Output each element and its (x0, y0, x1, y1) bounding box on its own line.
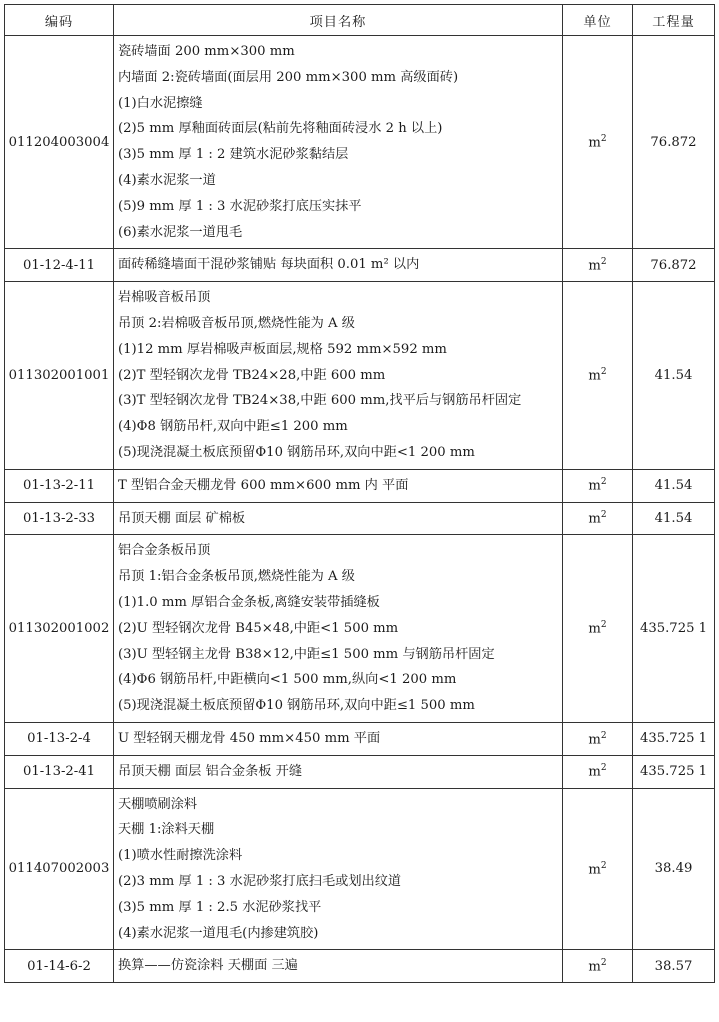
description-line: (4)Φ8 钢筋吊杆,双向中距≤1 200 mm (118, 419, 348, 435)
table-row (5, 535, 715, 723)
table-row (5, 950, 715, 983)
description-line: 岩棉吸音板吊顶 (118, 290, 211, 306)
description-line: 吊顶 2:岩棉吸音板吊顶,燃烧性能为 A 级 (118, 315, 355, 331)
description-line: (5)9 mm 厚 1 : 3 水泥砂浆打底压实抹平 (118, 198, 362, 214)
table-row (5, 282, 715, 470)
description-line: (1)1.0 mm 厚铝合金条板,离缝安装带插缝板 (118, 594, 380, 610)
unit-exponent: 2 (600, 620, 607, 631)
description-line: T 型铝合金天棚龙骨 600 mm×600 mm 内 平面 (118, 477, 409, 493)
unit-exponent: 2 (600, 730, 607, 741)
item-description (114, 535, 563, 723)
description-line: (3)T 型轻钢次龙骨 TB24×38,中距 600 mm,找平后与钢筋吊杆固定 (118, 393, 522, 409)
description-line: (3)U 型轻钢主龙骨 B38×12,中距≤1 500 mm 与钢筋吊杆固定 (118, 646, 495, 662)
unit-base: m (588, 258, 601, 274)
item-code: 01-14-6-2 (5, 950, 114, 983)
item-code: 011302001002 (5, 535, 114, 723)
item-unit (563, 469, 633, 502)
item-quantity: 41.54 (633, 282, 715, 470)
table-row (5, 755, 715, 788)
item-quantity: 76.872 (633, 249, 715, 282)
unit-exponent: 2 (600, 133, 607, 144)
unit-exponent: 2 (600, 860, 607, 871)
item-code: 01-12-4-11 (5, 249, 114, 282)
description-line: 面砖稀缝墙面干混砂浆铺贴 每块面积 0.01 m² 以内 (118, 257, 420, 273)
description-line: U 型轻钢天棚龙骨 450 mm×450 mm 平面 (118, 730, 381, 746)
description-line: (5)现浇混凝土板底预留Φ10 钢筋吊环,双向中距≤1 500 mm (118, 698, 475, 714)
item-unit (563, 755, 633, 788)
unit-exponent: 2 (600, 257, 607, 268)
unit-exponent: 2 (600, 958, 607, 968)
description-line: (2)5 mm 厚釉面砖面层(粘前先将釉面砖浸水 2 h 以上) (118, 121, 443, 137)
table-row (5, 36, 715, 249)
table-row (5, 502, 715, 535)
description-line: (4)Φ6 钢筋吊杆,中距横向<1 500 mm,纵向<1 200 mm (118, 672, 457, 688)
item-quantity: 76.872 (633, 36, 715, 249)
description-line: (1)12 mm 厚岩棉吸声板面层,规格 592 mm×592 mm (118, 341, 447, 357)
description-line: (1)喷水性耐擦洗涂料 (118, 848, 243, 864)
header-code: 编码 (5, 5, 114, 36)
table-row (5, 249, 715, 282)
item-description (114, 788, 563, 950)
unit-exponent: 2 (600, 367, 607, 378)
item-code: 01-13-2-11 (5, 469, 114, 502)
item-code: 01-13-2-4 (5, 722, 114, 755)
item-description (114, 282, 563, 470)
item-unit (563, 249, 633, 282)
item-unit (563, 788, 633, 950)
table-row (5, 469, 715, 502)
description-line: 铝合金条板吊顶 (118, 543, 211, 559)
item-code: 01-13-2-33 (5, 502, 114, 535)
description-line: (4)素水泥浆一道甩毛(内掺建筑胶) (118, 925, 319, 941)
item-description (114, 469, 563, 502)
description-line: 吊顶 1:铝合金条板吊顶,燃烧性能为 A 级 (118, 569, 355, 585)
description-line: (1)白水泥擦缝 (118, 95, 203, 111)
description-line: (4)素水泥浆一道 (118, 172, 216, 188)
description-line: 天棚喷刷涂料 (118, 796, 198, 812)
description-line: 天棚 1:涂料天棚 (118, 822, 215, 838)
item-quantity: 38.57 (633, 950, 715, 983)
table-row (5, 722, 715, 755)
unit-base: m (588, 511, 601, 527)
item-unit (563, 535, 633, 723)
item-unit (563, 950, 633, 983)
unit-base: m (588, 368, 601, 384)
header-name: 项目名称 (114, 5, 563, 36)
item-unit (563, 36, 633, 249)
item-description (114, 722, 563, 755)
item-unit (563, 722, 633, 755)
unit-base: m (588, 135, 601, 151)
header-qty: 工程量 (633, 5, 715, 36)
unit-base: m (588, 732, 601, 748)
description-line: (2)T 型轻钢次龙骨 TB24×28,中距 600 mm (118, 367, 386, 383)
item-quantity: 38.49 (633, 788, 715, 950)
item-code: 011204003004 (5, 36, 114, 249)
description-line: (3)5 mm 厚 1 : 2.5 水泥砂浆找平 (118, 899, 322, 915)
item-unit (563, 282, 633, 470)
unit-base: m (588, 764, 601, 780)
description-line: 瓷砖墙面 200 mm×300 mm (118, 44, 295, 59)
unit-base: m (588, 478, 601, 494)
description-line: 内墙面 2:瓷砖墙面(面层用 200 mm×300 mm 高级面砖) (118, 69, 459, 85)
unit-exponent: 2 (600, 763, 607, 774)
item-quantity: 41.54 (633, 502, 715, 535)
quantity-table (4, 4, 715, 983)
description-line: 吊顶天棚 面层 铝合金条板 开缝 (118, 763, 303, 779)
description-line: (2)U 型轻钢次龙骨 B45×48,中距<1 500 mm (118, 620, 399, 636)
description-line: (3)5 mm 厚 1 : 2 建筑水泥砂浆黏结层 (118, 147, 349, 163)
header-row (5, 5, 715, 36)
unit-base: m (588, 621, 601, 637)
item-quantity: 41.54 (633, 469, 715, 502)
description-line: (6)素水泥浆一道甩毛 (118, 224, 243, 240)
unit-base: m (588, 862, 601, 878)
table-body (5, 36, 715, 983)
item-description (114, 502, 563, 535)
header-unit: 单位 (563, 5, 633, 36)
item-description (114, 36, 563, 249)
description-line: (5)现浇混凝土板底预留Φ10 钢筋吊环,双向中距<1 200 mm (118, 444, 475, 460)
item-description (114, 755, 563, 788)
item-code: 011302001001 (5, 282, 114, 470)
item-quantity: 435.725 1 (633, 722, 715, 755)
item-code: 01-13-2-41 (5, 755, 114, 788)
table-row (5, 788, 715, 950)
description-line: (2)3 mm 厚 1 : 3 水泥砂浆打底扫毛或划出纹道 (118, 873, 402, 889)
description-line: 换算——仿瓷涂料 天棚面 三遍 (118, 958, 298, 974)
item-quantity: 435.725 1 (633, 535, 715, 723)
item-quantity: 435.725 1 (633, 755, 715, 788)
description-line: 吊顶天棚 面层 矿棉板 (118, 510, 246, 526)
unit-exponent: 2 (600, 477, 607, 488)
unit-base: m (588, 959, 601, 975)
item-description (114, 950, 563, 983)
item-description (114, 249, 563, 282)
unit-exponent: 2 (600, 510, 607, 521)
item-unit (563, 502, 633, 535)
item-code: 011407002003 (5, 788, 114, 950)
